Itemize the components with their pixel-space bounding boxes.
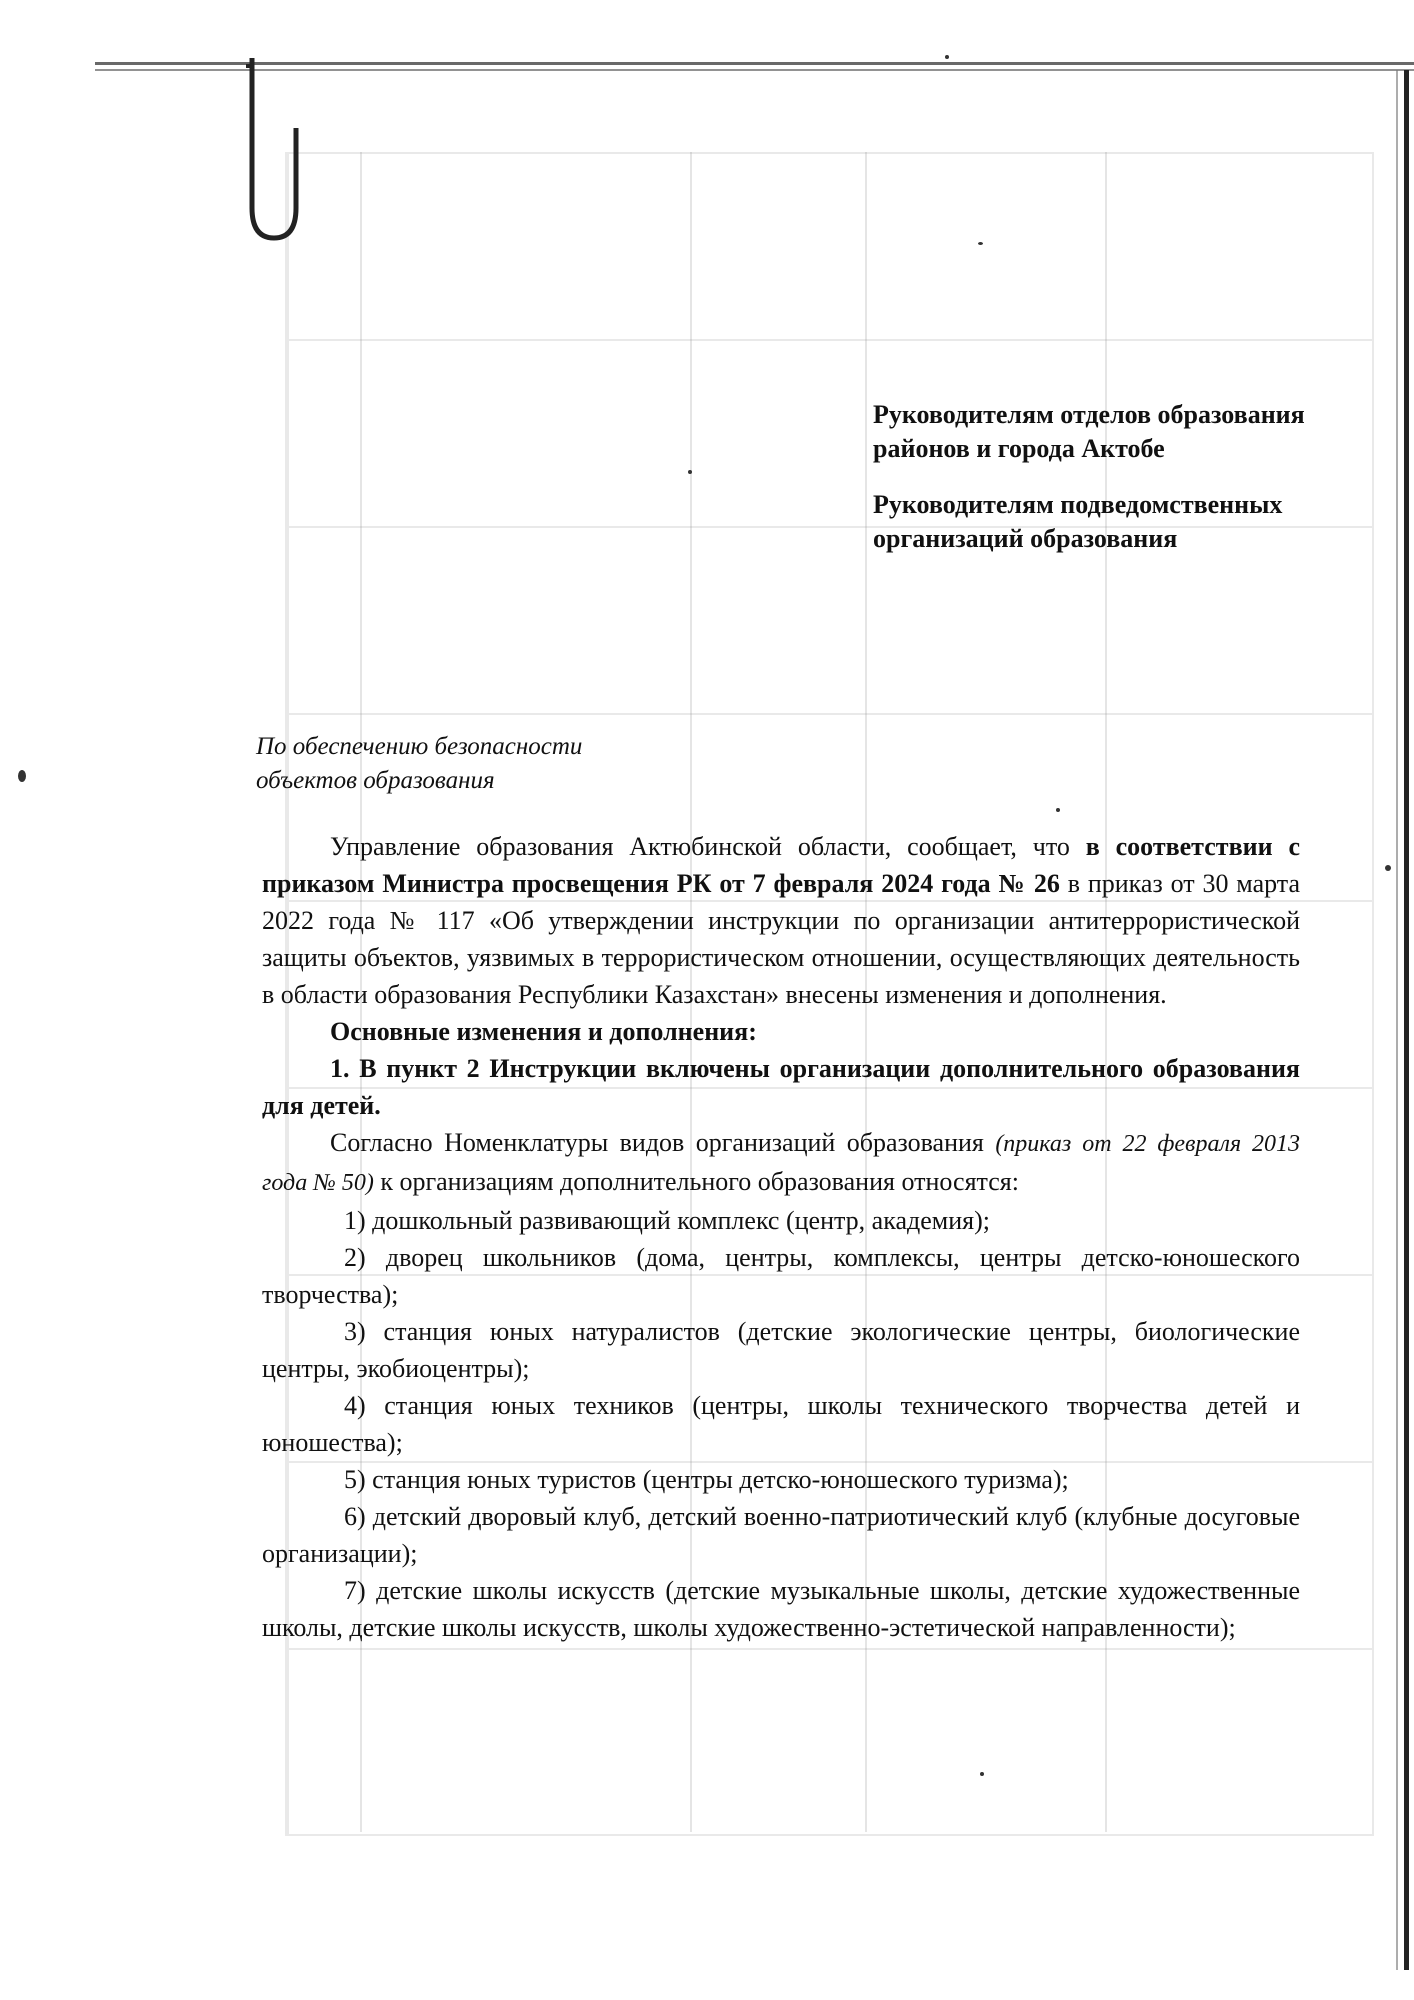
scan-right-edge xyxy=(1404,70,1409,1970)
list-item: 5) станция юных туристов (центры детско-юношеского туризма); xyxy=(344,1465,1069,1494)
addressee-subordinate-heads: Руководителям подведомственных организаций образования xyxy=(873,490,1283,553)
scan-speck xyxy=(1056,808,1060,812)
scan-speck xyxy=(1385,865,1391,871)
intro-order-reference: в соответствии с приказом Министра просвещения РК от 7 февраля 2024 года № 26 xyxy=(262,832,1300,898)
letter-subject xyxy=(256,730,676,798)
main-changes-heading-text: Основные изменения и дополнения: xyxy=(330,1017,757,1046)
nomenclature-text: Согласно Номенклатуры видов организаций образования xyxy=(330,1128,996,1157)
intro-paragraph xyxy=(262,828,1300,1013)
list-item: 2) дворец школьников (дома, центры, комплексы, центры детско-юношеского творчества); xyxy=(262,1243,1300,1309)
scan-speck xyxy=(688,470,692,474)
scan-speck xyxy=(980,1772,984,1776)
list-item: 1) дошкольный развивающий комплекс (центр, академия); xyxy=(344,1206,990,1235)
intro-text-continued: в приказ от 30 марта 2022 года № 117 «Об утверждении инструкции по организации антитеррористической защиты объектов, уязвимых в террористическом отношении, осуществляющих деятельность в области образования Республики Казахстан» внесены изменения и дополнения. xyxy=(262,869,1300,1009)
nomenclature-paragraph xyxy=(262,1124,1300,1202)
list-item: 7) детские школы искусств (детские музыкальные школы, детские художественные школы, детские школы искусств, школы художественно-эстетической направленности); xyxy=(262,1576,1300,1642)
list-item: 6) детский дворовый клуб, детский военно-патриотический клуб (клубные досуговые организации); xyxy=(262,1502,1300,1568)
point-1 xyxy=(262,1050,1300,1124)
nomenclature-order-reference: (приказ от 22 февраля 2013 года № 50) xyxy=(262,1131,1301,1196)
scan-speck xyxy=(945,55,949,59)
subject-line-2: объектов образования xyxy=(256,767,495,794)
addressee-block xyxy=(873,398,1333,578)
scan-right-edge-shadow xyxy=(1396,70,1398,1970)
addressee-district-heads: Руководителям отделов образования районов и города Актобе xyxy=(873,400,1305,463)
list-item: 3) станция юных натуралистов (детские экологические центры, биологические центры, экобиоцентры); xyxy=(262,1317,1300,1383)
subject-line-1: По обеспечению безопасности xyxy=(256,733,583,760)
main-changes-heading xyxy=(262,1013,1300,1050)
point-1-text: 1. В пункт 2 Инструкции включены организации дополнительного образования для детей. xyxy=(262,1054,1300,1120)
paperclip-icon xyxy=(238,58,300,243)
scan-speck xyxy=(18,770,26,782)
nomenclature-text-continued: к организациям дополнительного образования относятся: xyxy=(373,1167,1019,1196)
list-item: 4) станция юных техников (центры, школы технического творчества детей и юношества); xyxy=(262,1391,1300,1457)
scan-speck xyxy=(978,242,983,245)
letter-body xyxy=(262,828,1300,1646)
intro-text: Управление образования Актюбинской области, сообщает, что xyxy=(330,832,1086,861)
